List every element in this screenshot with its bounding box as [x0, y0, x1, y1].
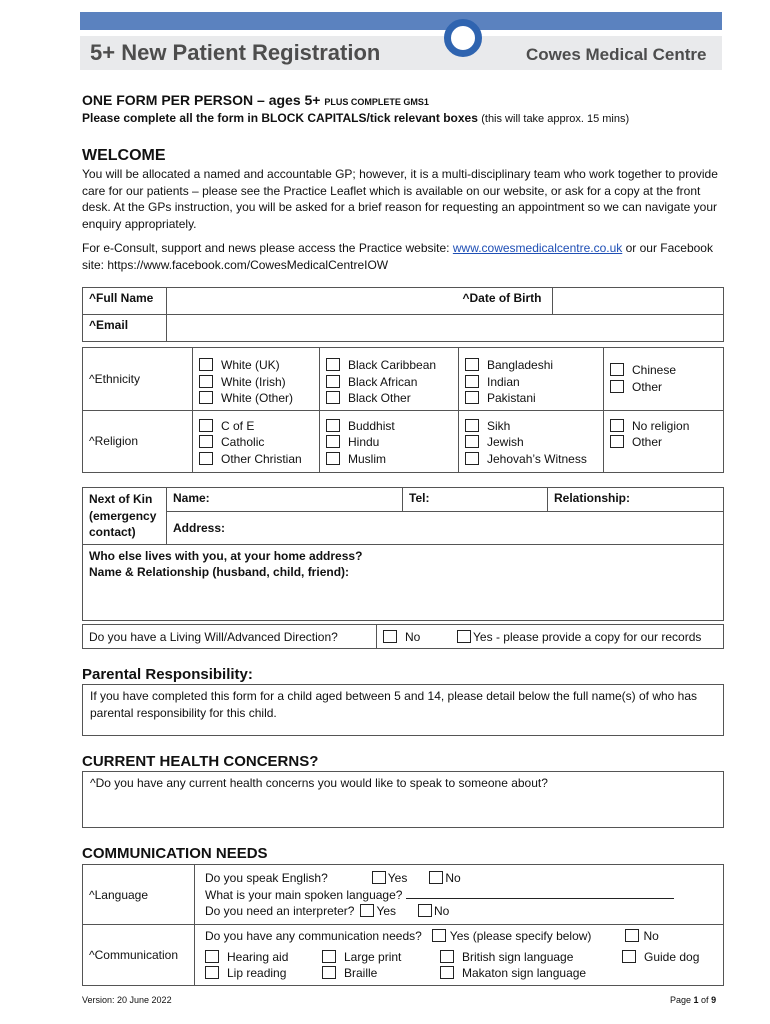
parental-heading: Parental Responsibility:	[82, 666, 253, 683]
page-number: Page 1 of 9	[670, 995, 717, 1005]
ethnicity-option[interactable]: White (UK)	[199, 357, 313, 374]
ethnicity-option[interactable]: Bangladeshi	[465, 357, 597, 374]
ethnicity-option[interactable]: White (Irish)	[199, 374, 313, 391]
religion-option[interactable]: Jewish	[465, 434, 597, 451]
welcome-text: You will be allocated a named and accountable GP; however, it is a multi-disciplinary team who work together to provide care for our patients – please see the Practice Leaflet which is available on our website, or ask for a copy at the front desk. At the GPs instruction, you will be asked for a brief reason for requesting an appointment so we can navigate your enquiry appropriately.	[82, 167, 718, 231]
kin-tel-field[interactable]: Tel:	[403, 488, 548, 512]
kin-address-field[interactable]: Address:	[167, 512, 724, 544]
english-yes[interactable]: Yes	[372, 871, 408, 885]
ethnicity-option[interactable]: Indian	[465, 374, 597, 391]
ethnicity-option[interactable]: White (Other)	[199, 390, 313, 407]
need-hearing-aid[interactable]: Hearing aid	[205, 949, 322, 966]
religion-option[interactable]: Jehovah’s Witness	[465, 451, 597, 468]
english-no[interactable]: No	[429, 871, 460, 885]
religion-option[interactable]: Muslim	[326, 451, 452, 468]
ethnicity-option[interactable]: Black Caribbean	[326, 357, 452, 374]
personal-details-table	[82, 287, 724, 342]
facebook-link[interactable]: https://www.facebook.com/CowesMedicalCentreIOW	[107, 257, 389, 272]
interpreter-yes[interactable]: Yes	[360, 904, 396, 918]
comm-needs-no[interactable]: No	[625, 929, 658, 943]
kin-relationship-field[interactable]: Relationship:	[548, 488, 724, 512]
need-lip-reading[interactable]: Lip reading	[205, 965, 322, 982]
dob-field[interactable]	[553, 288, 724, 315]
top-banner	[80, 12, 722, 30]
living-will-table	[82, 624, 724, 649]
religion-label: ^Religion	[83, 410, 193, 472]
religion-option[interactable]: Other	[610, 434, 717, 451]
email-label: ^Email	[83, 315, 167, 342]
health-heading: CURRENT HEALTH CONCERNS?	[82, 753, 319, 770]
email-field[interactable]	[167, 315, 724, 342]
ethnicity-option[interactable]: Pakistani	[465, 390, 597, 407]
comm-needs-yes[interactable]: Yes (please specify below)	[432, 929, 592, 943]
next-of-kin-label: Next of Kin (emergency contact)	[83, 488, 167, 545]
health-field[interactable]: ^Do you have any current health concerns you would like to speak to someone about?	[82, 771, 724, 828]
kin-name-field[interactable]: Name:	[167, 488, 403, 512]
communication-label: ^Communication	[83, 925, 195, 986]
religion-option[interactable]: C of E	[199, 418, 313, 435]
need-large-print[interactable]: Large print	[322, 949, 440, 966]
religion-option[interactable]: Other Christian	[199, 451, 313, 468]
next-of-kin-table	[82, 487, 724, 621]
welcome-heading: WELCOME	[82, 147, 166, 164]
religion-option[interactable]: Catholic	[199, 434, 313, 451]
religion-option[interactable]: No religion	[610, 418, 717, 435]
communication-table: ^Language Do you speak English? Yes No What is your main spoken language? Do you need an interpreter? Yes No ^Communication Do you have any communication needs? Yes (please specify below) No Hearing aid Large print British sign language Guide dog Lip reading Braille Makaton sign language	[82, 864, 724, 986]
practice-logo-icon	[444, 19, 482, 57]
full-name-field[interactable]	[167, 288, 457, 315]
instructions: Please complete all the form in BLOCK CAPITALS/tick relevant boxes (this will take approx. 15 mins)	[82, 111, 630, 125]
ethnicity-option[interactable]: Black Other	[326, 390, 452, 407]
need-braille[interactable]: Braille	[322, 965, 440, 982]
language-label: ^Language	[83, 865, 195, 925]
practice-name: Cowes Medical Centre	[526, 45, 707, 64]
one-form-heading: ONE FORM PER PERSON – ages 5+ PLUS COMPLETE GMS1	[82, 92, 429, 108]
main-language-field[interactable]	[406, 898, 674, 899]
religion-option[interactable]: Buddhist	[326, 418, 452, 435]
dob-label: ^Date of Birth	[457, 288, 553, 315]
ethnicity-religion-table	[82, 347, 724, 473]
communication-heading: COMMUNICATION NEEDS	[82, 845, 268, 862]
living-will-yes[interactable]: Yes - please provide a copy for our records	[457, 630, 701, 644]
living-will-question: Do you have a Living Will/Advanced Direction?	[83, 625, 377, 649]
lives-with-field[interactable]: Who else lives with you, at your home address? Name & Relationship (husband, child, friend):	[83, 544, 724, 620]
need-makaton[interactable]: Makaton sign language	[440, 966, 586, 980]
full-name-label: ^Full Name	[83, 288, 167, 315]
interpreter-no[interactable]: No	[418, 904, 449, 918]
religion-option[interactable]: Sikh	[465, 418, 597, 435]
ethnicity-option[interactable]: Black African	[326, 374, 452, 391]
living-will-no[interactable]: No	[383, 630, 420, 644]
page-title: 5+ New Patient Registration	[90, 40, 381, 65]
need-bsl[interactable]: British sign language	[440, 949, 622, 966]
ethnicity-label: ^Ethnicity	[83, 348, 193, 411]
ethnicity-option[interactable]: Chinese	[610, 362, 717, 379]
parental-field[interactable]: If you have completed this form for a child aged between 5 and 14, please detail below the full name(s) of who has parental responsibility for this child.	[82, 684, 724, 736]
website-link[interactable]: www.cowesmedicalcentre.co.uk	[452, 241, 623, 255]
ethnicity-option[interactable]: Other	[610, 379, 717, 396]
need-guide-dog[interactable]: Guide dog	[622, 950, 699, 964]
version-text: Version: 20 June 2022	[82, 995, 172, 1005]
religion-option[interactable]: Hindu	[326, 434, 452, 451]
econsult-text: For e-Consult, support and news please access the Practice website: www.cowesmedicalcentre.co.uk or our Facebook site: https://www.facebook.com/CowesMedicalCentreIOW	[82, 241, 713, 272]
